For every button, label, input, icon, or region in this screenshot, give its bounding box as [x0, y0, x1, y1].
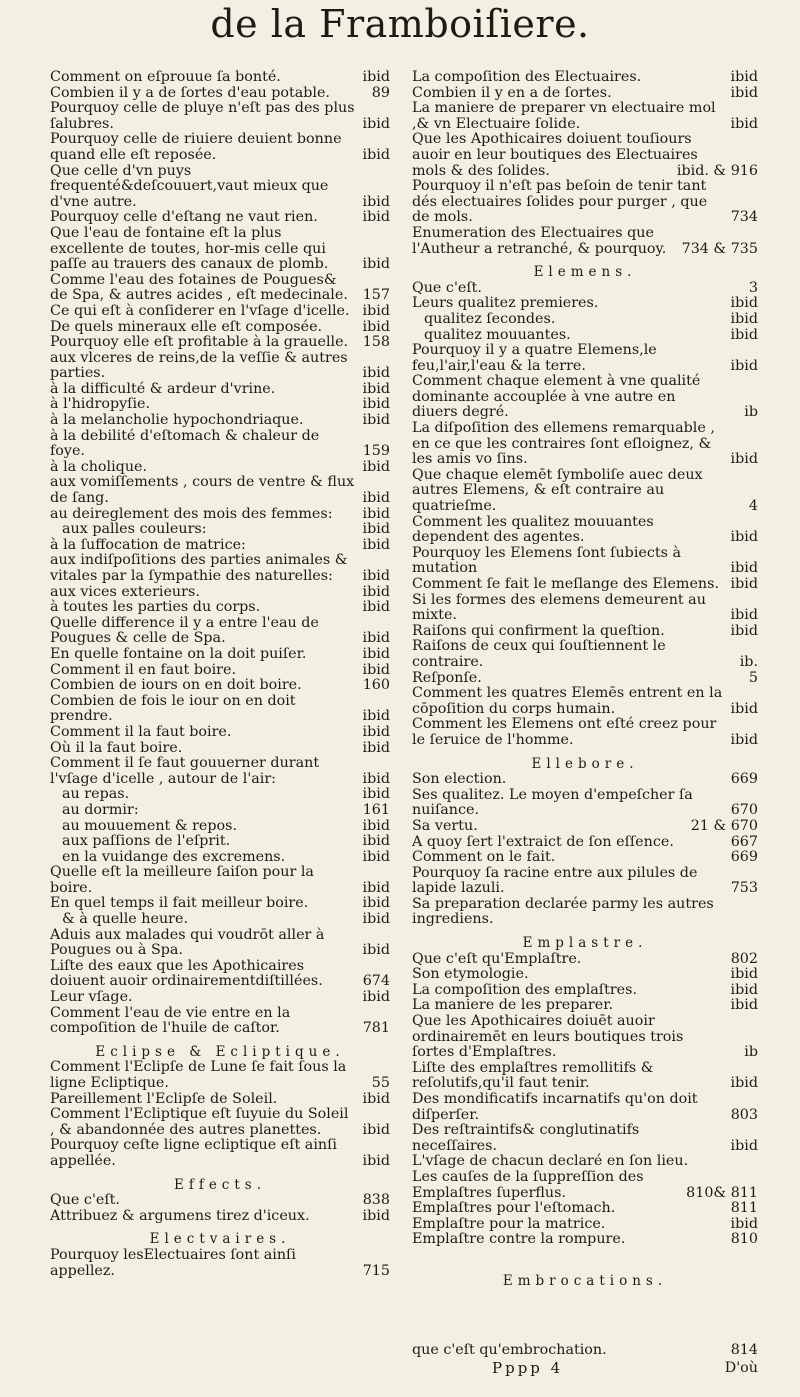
index-entry — [412, 1217, 758, 1233]
entry-text: aux vomiſſements , cours de ventre & flux de ſang. — [50, 474, 355, 507]
entry-page-ref: ibid — [362, 848, 390, 865]
index-entry — [50, 600, 390, 616]
entry-page-ref: ibid — [730, 357, 758, 374]
entry-text: aux indiſpoſitions des parties animales & vitales par la ſympathie des naturelles: — [50, 552, 348, 584]
index-entry — [50, 351, 390, 382]
index-entry — [50, 694, 390, 725]
entry-page-ref: 158 — [362, 334, 390, 351]
entry-page-ref: ibid — [730, 529, 758, 546]
index-entry — [412, 998, 758, 1014]
index-entry — [412, 421, 758, 468]
entry-text: Liſte des emplaſtres remollitifs & reſolutifs,qu'il faut tenir. — [412, 1059, 654, 1092]
last-index-page: 814 — [730, 1342, 758, 1358]
index-entry — [50, 834, 390, 850]
entry-text: Combien de iours on en doit boire. — [50, 677, 302, 694]
entry-text: La compoſition des emplaſtres. — [412, 981, 638, 998]
section-heading: Emplastre. — [522, 935, 648, 952]
index-entry — [50, 787, 390, 803]
entry-page-ref: ibid — [730, 451, 758, 468]
section-heading: Embrocations. — [502, 1272, 668, 1289]
index-entry — [412, 70, 758, 86]
entry-text: Pourquoy ſa racine entre aux pilules de lapide lazuli. — [412, 864, 698, 897]
index-entry — [412, 546, 758, 577]
section-heading: Electvaires. — [149, 1231, 291, 1248]
entry-page-ref: ibid — [730, 607, 758, 624]
entry-text: Leurs qualitez premieres. — [412, 295, 599, 312]
index-entry — [50, 1006, 390, 1037]
entry-page-ref: 674 — [362, 973, 390, 990]
index-entry — [50, 413, 390, 429]
entry-text: Aduis aux malades qui voudrōt aller à Pougues ou à Spa. — [50, 926, 325, 959]
entry-text: Que l'eau de fontaine eſt la plus excellente de toutes, hor-mis celle qui paſſe au trauers des canaux de plomb. — [50, 224, 329, 273]
entry-page-ref: ibid — [362, 256, 390, 273]
index-entry — [50, 132, 390, 163]
entry-text: Pourquoy elle eſt profitable à la grauelle. — [50, 334, 349, 351]
entry-page-ref: ibid — [362, 412, 390, 429]
entry-text: La diſpoſition des ellemens remarquable , en ce que les contraires ſont eſloignez, & les amis vo ſins. — [412, 420, 715, 468]
index-entry — [50, 507, 390, 523]
entry-page-ref: ibid — [362, 583, 390, 600]
entry-page-ref: ib — [744, 1044, 758, 1061]
entry-text: à la melancholie hypochondriaque. — [50, 412, 304, 429]
last-index-entry: que c'eſt qu'embrochation. — [412, 1342, 607, 1358]
entry-text: Comment l'eau de vie entre en la compoſition de l'huile de caſtor. — [50, 1004, 291, 1037]
entry-text: Emplaſtres pour l'eſtomach. — [412, 1200, 616, 1217]
entry-page-ref: 55 — [371, 1075, 390, 1091]
entry-page-ref: 4 — [748, 498, 758, 515]
entry-text: A quoy ſert l'extraict de ſon eſſence. — [412, 833, 674, 850]
entry-page-ref: 811 — [730, 1200, 758, 1217]
entry-page-ref: ibid — [362, 739, 390, 756]
entry-text: Où il la faut boire. — [50, 739, 183, 756]
index-entry — [412, 1014, 758, 1061]
catchword: D'où — [724, 1360, 758, 1376]
entry-text: Des mondificatifs incarnatifs qu'on doit diſperſer. — [412, 1091, 698, 1123]
entry-text: Sa vertu. — [412, 817, 478, 834]
entry-text: Des reſtraintifs& conglutinatifs neceſſaires. — [412, 1122, 640, 1154]
entry-text: Comment il ſe faut gouuerner durant l'vſage d'icelle , autour de l'air: — [50, 755, 320, 787]
entry-text: Que c'eſt qu'Emplaſtre. — [412, 950, 582, 967]
index-entry — [412, 577, 758, 593]
entry-page-ref: ibid — [362, 396, 390, 413]
entry-text: Quelle eſt la meilleure ſaiſon pour la boire. — [50, 864, 314, 896]
section-heading: Effects. — [173, 1176, 267, 1193]
entry-page-ref: ibid — [730, 997, 758, 1014]
entry-text: Leur vſage. — [50, 989, 133, 1006]
index-entry — [412, 686, 758, 717]
entry-page-ref: ibid — [730, 69, 758, 85]
entry-page-ref: ibid — [730, 700, 758, 717]
entry-text: De quels mineraux elle eſt composée. — [50, 318, 323, 335]
entry-page-ref: ibid — [362, 708, 390, 725]
index-entry — [50, 538, 390, 554]
index-entry — [412, 717, 758, 748]
entry-page-ref: 753 — [730, 880, 758, 897]
entry-page-ref: 667 — [730, 833, 758, 850]
entry-text: & à quelle heure. — [62, 911, 189, 928]
entry-text: Pourquoy celle de pluye n'eſt pas des plus ſalubres. — [50, 100, 355, 132]
entry-page-ref: 5 — [748, 669, 758, 686]
entry-page-ref: ibid — [362, 302, 390, 319]
index-entry — [50, 397, 390, 413]
index-entry — [412, 1232, 758, 1248]
entry-text: aux vlceres de reins,de la veſſie & autres parties. — [50, 349, 348, 382]
entry-page-ref: ibid — [362, 568, 390, 584]
entry-text: Combien il y en a de ſortes. — [412, 84, 612, 101]
entry-page-ref: ibid — [362, 989, 390, 1006]
entry-text: Comment on eſprouue ſa bonté. — [50, 69, 281, 85]
index-entry — [50, 1193, 390, 1209]
index-entry — [412, 835, 758, 851]
entry-page-ref: ibid — [362, 630, 390, 647]
entry-text: Si les formes des elemens demeurent au mixte. — [412, 591, 706, 624]
index-entry — [50, 990, 390, 1006]
index-entry — [412, 866, 758, 897]
entry-page-ref: ibid — [362, 115, 390, 132]
entry-text: Ses qualitez. Le moyen d'empeſcher ſa nuiſance. — [412, 786, 693, 819]
index-entry — [50, 429, 390, 460]
index-column-left — [50, 70, 390, 1279]
index-entry — [412, 312, 758, 328]
entry-text: Sa preparation declarée parmy les autres ingrediens. — [412, 895, 714, 928]
index-entry — [412, 226, 758, 257]
entry-page-ref: ibid — [730, 1215, 758, 1232]
entry-text: au mouuement & repos. — [62, 817, 238, 834]
index-entry — [412, 1061, 758, 1092]
entry-page-ref: ib. — [739, 653, 758, 670]
entry-page-ref: ibid — [730, 295, 758, 312]
entry-page-ref: ibid — [362, 209, 390, 226]
index-entry — [50, 320, 390, 336]
index-entry — [50, 1248, 390, 1279]
entry-page-ref: ibid — [362, 505, 390, 522]
index-entry — [412, 296, 758, 312]
entry-text: aux paſſions de l'eſprit. — [62, 833, 231, 850]
entry-text: à toutes les parties du corps. — [50, 599, 261, 616]
index-entry — [50, 616, 390, 647]
index-entry — [412, 772, 758, 788]
entry-text: Comment on le fait. — [412, 849, 556, 866]
index-entry — [412, 850, 758, 866]
entry-text: La compoſition des Electuaires. — [412, 69, 642, 85]
entry-text: Reſponſe. — [412, 669, 482, 686]
entry-page-ref: 734 — [730, 209, 758, 226]
index-entry — [50, 164, 390, 211]
entry-page-ref: ibid — [362, 786, 390, 803]
index-entry — [50, 553, 390, 584]
entry-page-ref: ibid — [730, 731, 758, 748]
index-entry — [50, 819, 390, 835]
entry-page-ref: ibid — [730, 966, 758, 983]
entry-page-ref: ibid. & 916 — [676, 162, 758, 179]
entry-page-ref: ib — [744, 404, 758, 421]
index-entry — [412, 983, 758, 999]
entry-page-ref: ibid — [362, 380, 390, 397]
index-entry — [50, 86, 390, 102]
index-entry — [50, 101, 390, 132]
page-footer — [412, 1341, 758, 1381]
entry-page-ref: 669 — [730, 849, 758, 866]
entry-page-ref: ibid — [362, 599, 390, 616]
entry-text: à la ſuffocation de matrice: — [50, 536, 246, 553]
index-entry — [50, 678, 390, 694]
section-heading: Ellebore. — [531, 755, 639, 772]
entry-page-ref: ibid — [362, 1152, 390, 1169]
index-entry — [50, 522, 390, 538]
entry-text: Emplaſtre pour la matrice. — [412, 1215, 606, 1232]
entry-text: Liſte des eaux que les Apothicaires doiuent auoir ordinairementdiſtillées. — [50, 957, 323, 990]
entry-text: En quelle fontaine on la doit puiſer. — [50, 645, 307, 662]
index-entry — [50, 803, 390, 819]
index-entry — [412, 624, 758, 640]
entry-page-ref: 157 — [362, 287, 390, 304]
section-heading: Elemens. — [533, 264, 637, 281]
entry-text: Comment les Elemens ont eſté creez pour le ſeruice de l'homme. — [412, 716, 717, 748]
entry-text: Attribuez & argumens tirez d'iceux. — [50, 1207, 310, 1224]
index-entry — [50, 865, 390, 896]
entry-page-ref: ibid — [730, 84, 758, 101]
entry-page-ref: ibid — [362, 193, 390, 210]
entry-text: Combien il y a de ſortes d'eau potable. — [50, 84, 330, 101]
index-entry — [412, 343, 758, 374]
index-entry — [412, 1123, 758, 1154]
index-entry — [50, 959, 390, 990]
index-entry — [412, 967, 758, 983]
index-entry — [412, 639, 758, 670]
entry-page-ref: ibid — [362, 69, 390, 85]
entry-text: Que celle d'vn puys frequenté&deſcouuert,vaut mieux que d'vne autre. — [50, 162, 329, 210]
entry-text: Son election. — [412, 771, 507, 788]
entry-page-ref: ibid — [362, 490, 390, 507]
entry-page-ref: ibid — [362, 817, 390, 834]
index-entry — [412, 897, 758, 928]
index-entry — [50, 210, 390, 226]
entry-text: Que les Apothicaires doiuēt auoir ordinairemēt en leurs boutiques trois ſortes d'Emplaſtres. — [412, 1013, 684, 1061]
entry-page-ref: 160 — [362, 677, 390, 694]
entry-page-ref: ibid — [362, 1090, 390, 1107]
entry-text: La maniere de preparer vn electuaire mol ,& vn Electuaire ſolide. — [412, 100, 716, 132]
index-entry — [412, 1201, 758, 1217]
section-heading: Eclipse & Ecliptique. — [95, 1043, 345, 1060]
entry-text: Comment les quatres Elemēs entrent en la cōpoſition du corps humain. — [412, 685, 723, 717]
entry-text: Pourquoy les Elemens ſont ſubiects à mutation — [412, 544, 682, 577]
entry-page-ref: 89 — [371, 84, 390, 101]
index-entry — [50, 70, 390, 86]
index-entry — [412, 671, 758, 687]
index-entry — [50, 460, 390, 476]
entry-page-ref: ibid — [362, 645, 390, 662]
entry-page-ref: ibid — [362, 536, 390, 553]
entry-text: qualitez mouuantes. — [424, 326, 571, 343]
entry-page-ref: 161 — [362, 801, 390, 818]
entry-text: La maniere de les preparer. — [412, 997, 614, 1014]
entry-page-ref: 838 — [362, 1192, 390, 1209]
index-entry — [412, 1092, 758, 1123]
index-column-right — [412, 70, 758, 1290]
index-entry — [50, 896, 390, 912]
entry-text: Comment l'Ecliptique eſt ſuyuie du Soleil , & abandonnée des autres planettes. — [50, 1106, 349, 1138]
entry-text: Comment il la faut boire. — [50, 723, 232, 740]
entry-text: Pourquoy ceſte ligne ecliptique eſt ainſi appellée. — [50, 1137, 337, 1169]
entry-page-ref: 734 & 735 — [681, 240, 758, 257]
entry-page-ref: ibid — [730, 1075, 758, 1092]
entry-text: Que c'eſt. — [50, 1192, 120, 1209]
index-entry — [50, 928, 390, 959]
entry-page-ref: ibid — [730, 1137, 758, 1154]
entry-page-ref: ibid — [730, 576, 758, 592]
entry-text: Pourquoy lesElectuaires ſont ainſi appellez. — [50, 1246, 296, 1279]
entry-page-ref: ibid — [362, 723, 390, 740]
index-entry — [50, 756, 390, 787]
entry-page-ref: ibid — [730, 981, 758, 998]
entry-page-ref: ibid — [362, 942, 390, 959]
entry-page-ref: ibid — [362, 521, 390, 538]
entry-text: Raiſons de ceux qui ſouſtiennent le contraire. — [412, 638, 666, 670]
index-entry — [412, 101, 758, 132]
index-entry — [412, 179, 758, 226]
entry-page-ref: 670 — [730, 802, 758, 819]
index-entry — [50, 912, 390, 928]
entry-text: Pourquoy il n'eſt pas beſoin de tenir tant dés electuaires ſolides pour purger , que de mols. — [412, 178, 708, 226]
entry-text: qualitez ſecondes. — [424, 310, 556, 327]
index-entry — [50, 647, 390, 663]
entry-page-ref: ibid — [362, 895, 390, 912]
entry-text: Pourquoy il y a quatre Elemens,le feu,l'air,l'eau & la terre. — [412, 342, 657, 374]
index-entry — [412, 281, 758, 297]
index-entry — [412, 819, 758, 835]
index-entry — [412, 132, 758, 179]
entry-text: Comment les qualitez mouuantes dependent des agentes. — [412, 513, 654, 546]
index-entry — [412, 515, 758, 546]
entry-text: Comment chaque element à vne qualité dominante accouplée à vne autre en diuers degré. — [412, 373, 701, 421]
entry-page-ref: ibid — [362, 661, 390, 678]
entry-text: au repas. — [62, 786, 130, 803]
entry-page-ref: 669 — [730, 771, 758, 788]
index-entry — [50, 585, 390, 601]
entry-text: Quelle difference il y a entre l'eau de Pougues & celle de Spa. — [50, 614, 319, 647]
index-entry — [50, 226, 390, 273]
index-entry — [50, 335, 390, 351]
index-entry — [412, 468, 758, 515]
entry-page-ref: ibid — [362, 458, 390, 475]
entry-page-ref: ibid — [730, 622, 758, 639]
entry-text: à la debilité d'eſtomach & chaleur de foye. — [50, 427, 320, 460]
entry-text: Pourquoy celle d'eſtang ne vaut rien. — [50, 209, 318, 226]
entry-text: Que les Apothicaires doiuent touſiours auoir en leur boutiques des Electuaires mols & des ſolides. — [412, 131, 698, 179]
index-entry — [412, 86, 758, 102]
entry-page-ref: ibid — [730, 115, 758, 132]
entry-text: Comment ſe fait le meſlange des Elemens. — [412, 576, 720, 592]
entry-text: aux vices exterieurs. — [50, 583, 200, 600]
index-entry — [412, 593, 758, 624]
entry-text: aux palles couleurs: — [62, 521, 207, 538]
entry-page-ref: ibid — [362, 318, 390, 335]
entry-page-ref: ibid — [362, 365, 390, 382]
entry-page-ref: ibid — [730, 326, 758, 343]
entry-page-ref: ibid — [362, 833, 390, 850]
entry-text: Enumeration des Electuaires que l'Autheur a retranché, & pourquoy. — [412, 224, 667, 257]
index-entry — [50, 725, 390, 741]
index-entry — [50, 1092, 390, 1108]
index-entry — [50, 1107, 390, 1138]
index-entry — [50, 1138, 390, 1169]
entry-text: au deireglement des mois des femmes: — [50, 505, 333, 522]
index-entry — [50, 304, 390, 320]
entry-page-ref: ibid — [362, 146, 390, 163]
entry-page-ref: ibid — [362, 879, 390, 896]
entry-page-ref: ibid — [362, 770, 390, 787]
index-entry — [50, 663, 390, 679]
entry-text: à la cholique. — [50, 458, 148, 475]
entry-text: en la vuidange des excremens. — [62, 848, 286, 865]
entry-page-ref: 810& 811 — [686, 1184, 758, 1201]
entry-page-ref: 803 — [730, 1106, 758, 1123]
entry-text: à la difficulté & ardeur d'vrine. — [50, 380, 276, 397]
entry-text: Les cauſes de la ſuppreſſion des Emplaſtres ſuperflus. — [412, 1168, 644, 1201]
entry-text: Que chaque elemēt ſymboliſe auec deux autres Elemens, & eſt contraire au quatrieſme. — [412, 466, 703, 515]
index-entry — [412, 788, 758, 819]
entry-text: au dormir: — [62, 801, 139, 818]
entry-page-ref: ibid — [730, 560, 758, 577]
index-entry — [412, 1170, 758, 1201]
entry-text: L'vſage de chacun declaré en ſon lieu. — [412, 1153, 689, 1170]
entry-text: Pourquoy celle de riuiere deuient bonne quand elle eſt reposée. — [50, 131, 342, 163]
entry-page-ref: 715 — [362, 1262, 390, 1279]
index-entry — [50, 741, 390, 757]
entry-text: Comme l'eau des fotaines de Pougues& de Spa, & autres acides , eſt medecinale. — [50, 271, 348, 304]
index-entry — [50, 850, 390, 866]
entry-page-ref: ibid — [362, 1207, 390, 1224]
entry-text: En quel temps il fait meilleur boire. — [50, 895, 309, 912]
index-entry — [412, 1154, 758, 1170]
running-head: de la Framboiſiere. — [210, 2, 590, 46]
entry-text: Comment il en faut boire. — [50, 661, 237, 678]
index-entry — [50, 475, 390, 506]
entry-page-ref: 3 — [748, 279, 758, 296]
index-entry — [412, 328, 758, 344]
entry-text: Ce qui eſt à conſiderer en l'vſage d'icelle. — [50, 302, 350, 319]
index-entry — [50, 1060, 390, 1091]
index-entry — [412, 952, 758, 968]
entry-page-ref: 810 — [730, 1231, 758, 1248]
entry-text: Pareillement l'Eclipſe de Soleil. — [50, 1090, 278, 1107]
entry-page-ref: ibid — [730, 310, 758, 327]
entry-page-ref: ibid — [362, 911, 390, 928]
entry-page-ref: 802 — [730, 950, 758, 967]
entry-text: Raiſons qui confirment la queſtion. — [412, 622, 665, 639]
entry-text: à l'hidropyſie. — [50, 396, 151, 413]
entry-text: Emplaſtre contre la rompure. — [412, 1231, 626, 1248]
entry-page-ref: 781 — [362, 1020, 390, 1037]
entry-text: Combien de fois le iour on en doit prendre. — [50, 692, 296, 725]
index-entry — [412, 374, 758, 421]
index-entry — [50, 273, 390, 304]
entry-page-ref: 21 & 670 — [690, 817, 758, 834]
entry-text: Son etymologie. — [412, 966, 529, 983]
entry-page-ref: 159 — [362, 443, 390, 460]
entry-page-ref: ibid — [362, 1121, 390, 1138]
entry-text: Que c'eſt. — [412, 279, 482, 296]
signature-mark: Pppp 4 — [492, 1359, 564, 1377]
index-entry — [50, 1209, 390, 1225]
entry-text: Comment l'Eclipſe de Lune ſe fait ſous la ligne Ecliptique. — [50, 1059, 347, 1091]
